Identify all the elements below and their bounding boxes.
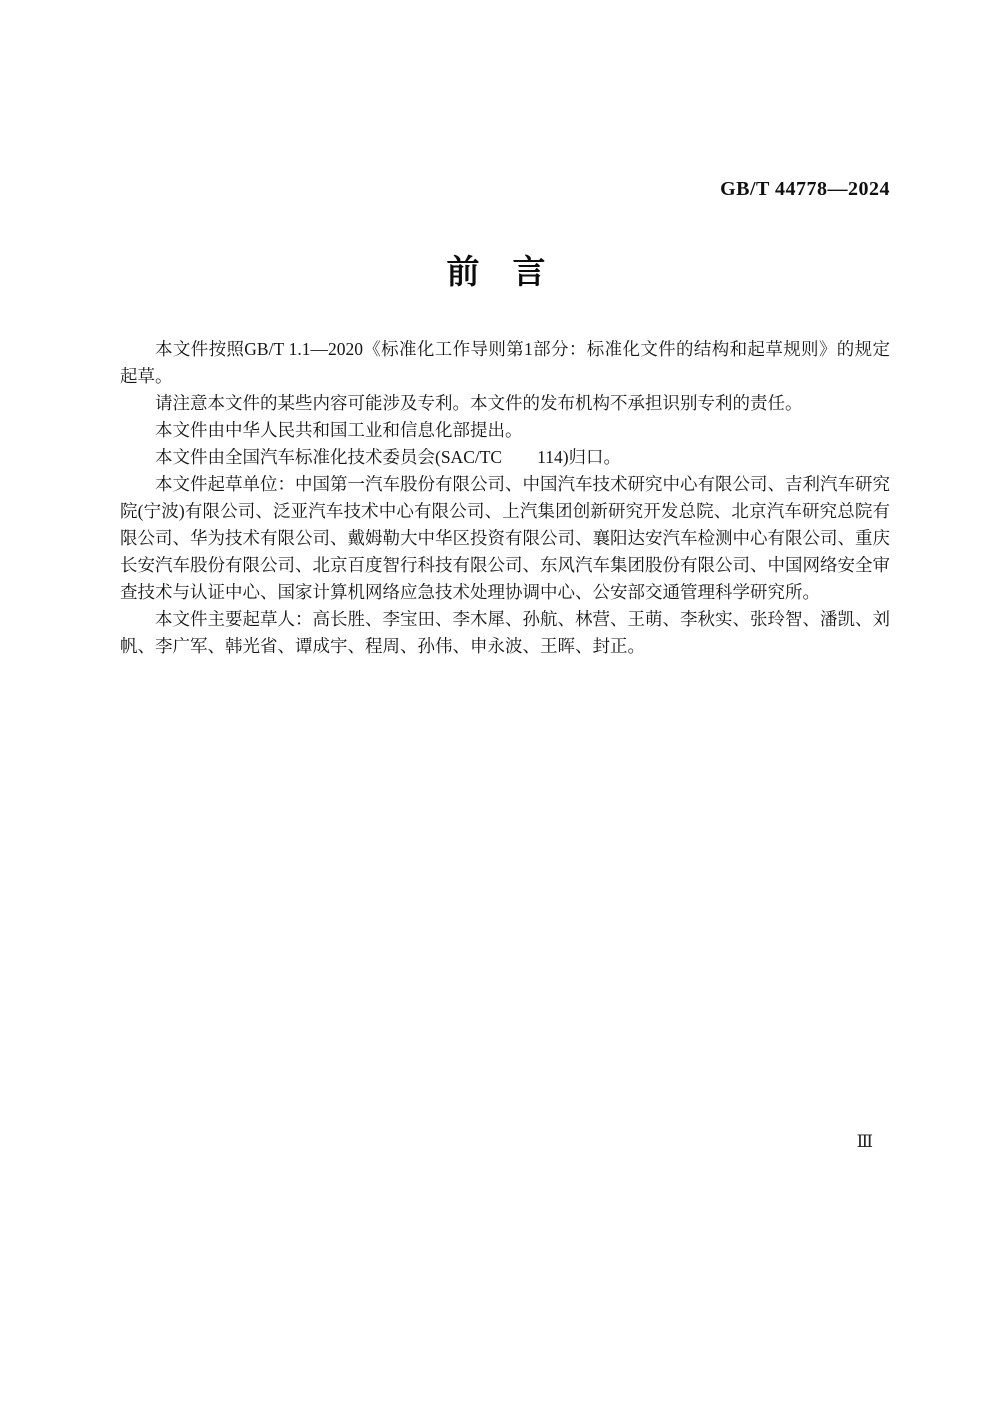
paragraph-centralized-by: 本文件由全国汽车标准化技术委员会(SAC/TC 114)归口。 [155, 447, 622, 467]
foreword-body [120, 336, 890, 660]
paragraph-proposed-by: 本文件由中华人民共和国工业和信息化部提出。 [155, 420, 523, 440]
standard-number: GB/T 44778—2024 [720, 178, 890, 200]
paragraph-drafting-organizations: 本文件起草单位：中国第一汽车股份有限公司、中国汽车技术研究中心有限公司、吉利汽车研究院(宁波)有限公司、泛亚汽车技术中心有限公司、上汽集团创新研究开发总院、北京汽车研究总院有限公司、华为技术有限公司、戴姆勒大中华区投资有限公司、襄阳达安汽车检测中心有限公司、重庆长安汽车股份有限公司、北京百度智行科技有限公司、东风汽车集团股份有限公司、中国网络安全审查技术与认证中心、国家计算机网络应急技术处理协调中心、公安部交通管理科学研究所。 [120, 474, 890, 602]
page-number: Ⅲ [856, 1132, 873, 1151]
page-title: 前 言 [446, 253, 546, 290]
paragraph-drafting-rules: 本文件按照GB/T 1.1—2020《标准化工作导则第1部分：标准化文件的结构和起草规则》的规定起草。 [120, 339, 890, 386]
paragraph-main-drafters: 本文件主要起草人：高长胜、李宝田、李木犀、孙航、林营、王萌、李秋实、张玲智、潘凯、刘帆、李广军、韩光省、谭成宇、程周、孙伟、申永波、王晖、封正。 [120, 609, 890, 656]
paragraph-patent-notice: 请注意本文件的某些内容可能涉及专利。本文件的发布机构不承担识别专利的责任。 [155, 393, 803, 413]
